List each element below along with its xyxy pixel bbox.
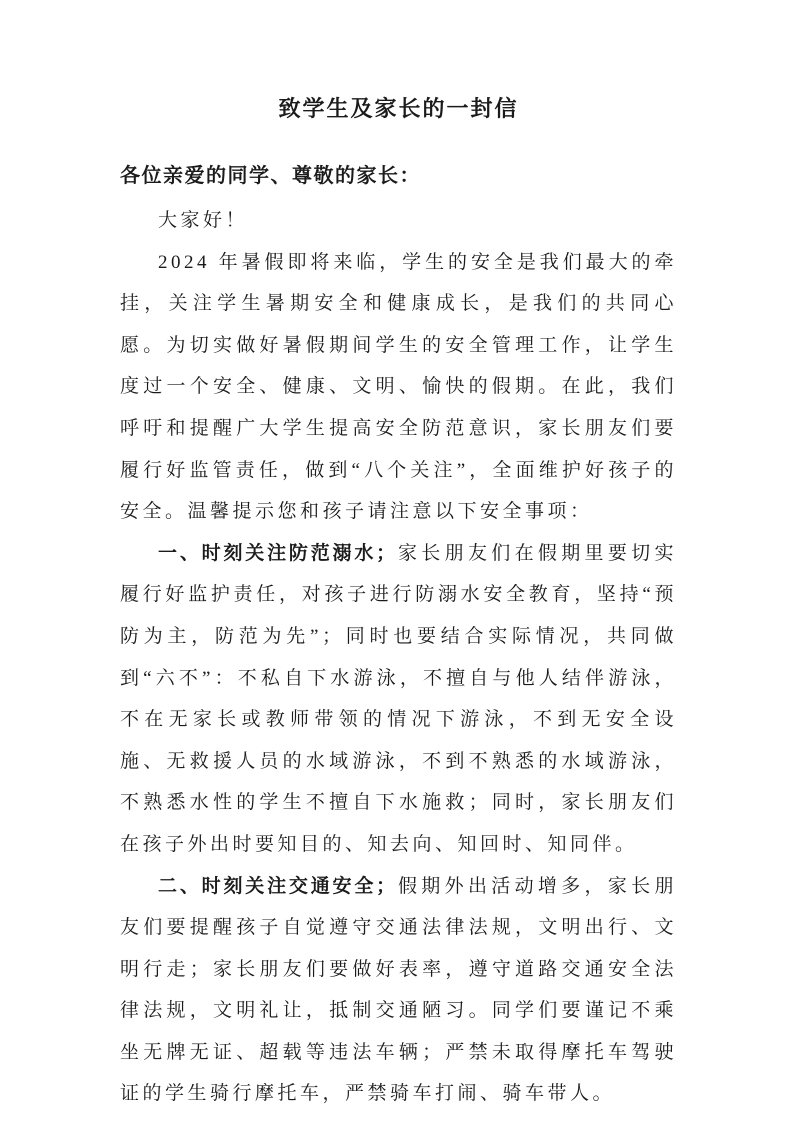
paragraph-text: 假期外出活动增多，家长朋友们要提醒孩子自觉遵守交通法律法规，文明出行、文明行走；家长朋友们要做好表率，遵守道路交通安全法律法规，文明礼让，抵制交通陋习。同学们要谨记不乘坐无牌无证、超载等违法车辆；严禁未取得摩托车驾驶证的学生骑行摩托车，严禁骑车打闹、骑车带人。 bbox=[120, 875, 677, 1105]
greeting: 大家好！ bbox=[158, 210, 249, 231]
paragraph-drowning-safety bbox=[120, 533, 677, 866]
paragraph-text: 2024 年暑假即将来临，学生的安全是我们最大的牵挂，关注学生暑期安全和健康成长，是我们的共同心愿。为切实做好暑假期间学生的安全管理工作，让学生度过一个安全、健康、文明、愉快的假期。在此，我们呼吁和提醒广大学生提高安全防范意识，家长朋友们要履行好监管责任，做到“八个关注”，全面维护好孩子的安全。温馨提示您和孩子请注意以下安全事项： bbox=[120, 251, 677, 523]
salutation: 各位亲爱的同学、尊敬的家长： bbox=[120, 165, 421, 187]
page-title: 致学生及家长的一封信 bbox=[278, 96, 519, 121]
section-lead-drowning: 一、时刻关注防范溺水； bbox=[158, 542, 398, 564]
section-lead-traffic: 二、时刻关注交通安全； bbox=[158, 875, 398, 897]
paragraph-intro bbox=[120, 242, 677, 533]
paragraph-text: 家长朋友们在假期里要切实履行好监护责任，对孩子进行防溺水安全教育，坚持“预防为主，防范为先”；同时也要结合实际情况，共同做到“六不”：不私自下水游泳，不擅自与他人结伴游泳，不在无家长或教师带领的情况下游泳，不到无安全设施、无救援人员的水域游泳，不到不熟悉的水域游泳，不熟悉水性的学生不擅自下水施救；同时，家长朋友们在孩子外出时要知目的、知去向、知回时、知同伴。 bbox=[120, 542, 677, 855]
paragraph-traffic-safety bbox=[120, 866, 677, 1116]
